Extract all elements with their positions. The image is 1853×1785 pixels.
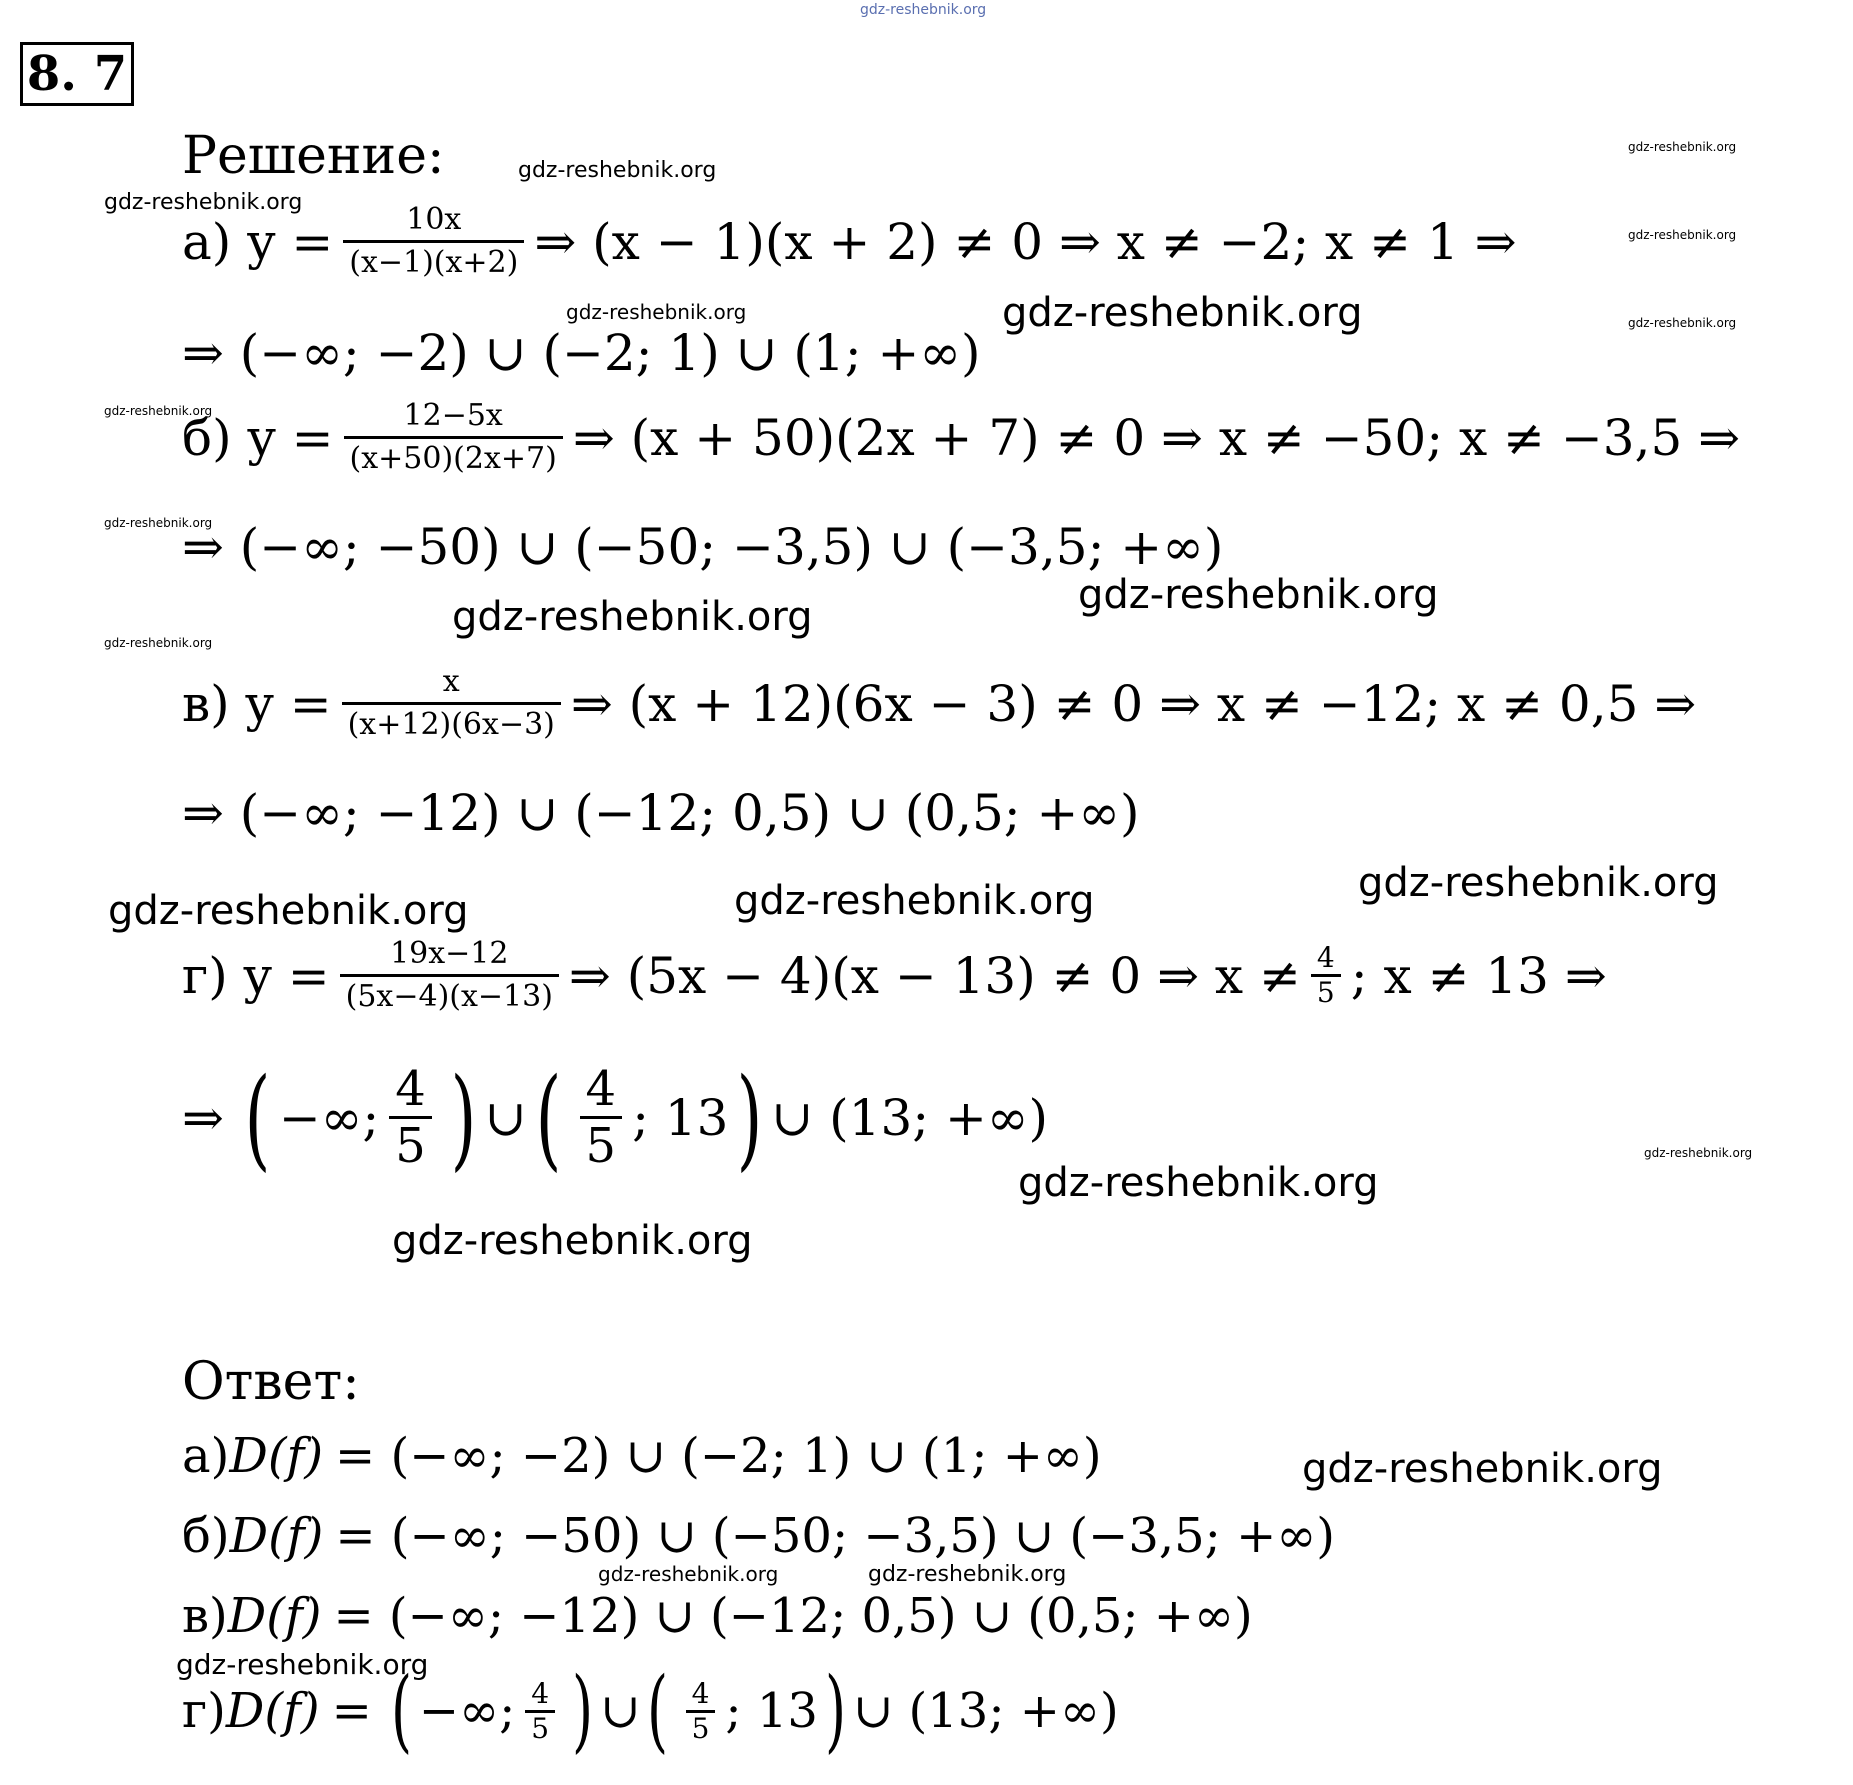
part-v-label: в) y = bbox=[182, 674, 332, 733]
part-b-condition: ⇒ (x + 50)(2x + 7) ≠ 0 ⇒ x ≠ −50; x ≠ −3,5 ⇒ bbox=[572, 408, 1741, 467]
fraction-numerator: 4 bbox=[585, 1061, 617, 1117]
fraction-numerator: x bbox=[442, 664, 460, 699]
part-a-fraction bbox=[343, 200, 524, 283]
watermark: gdz-reshebnik.org bbox=[1002, 290, 1363, 336]
part-b-condition-line bbox=[182, 396, 1740, 479]
part-g-union: ∪ bbox=[484, 1088, 527, 1147]
watermark: gdz-reshebnik.org bbox=[860, 2, 987, 18]
part-a-condition-line bbox=[182, 200, 1517, 283]
domain-notation: D(f) bbox=[229, 1428, 324, 1484]
part-g-domain-fraction-2 bbox=[580, 1062, 623, 1173]
answer-thirteen: ; 13 bbox=[725, 1683, 818, 1739]
watermark: gdz-reshebnik.org bbox=[1628, 316, 1737, 330]
part-g-domain bbox=[182, 1053, 1049, 1182]
watermark: gdz-reshebnik.org bbox=[1078, 572, 1439, 618]
part-g-condition-a: ⇒ (5x − 4)(x − 13) ≠ 0 ⇒ x ≠ bbox=[568, 946, 1301, 1005]
part-g-domain-tail: ∪ (13; +∞) bbox=[771, 1088, 1049, 1147]
answer-tail: ∪ (13; +∞) bbox=[853, 1683, 1119, 1739]
watermark: gdz-reshebnik.org bbox=[566, 300, 747, 324]
solution-heading: Решение: bbox=[182, 126, 445, 186]
watermark: gdz-reshebnik.org bbox=[104, 190, 303, 215]
right-paren: ) bbox=[450, 1053, 477, 1182]
part-g-thirteen: ; 13 bbox=[632, 1088, 729, 1147]
watermark: gdz-reshebnik.org bbox=[1358, 860, 1719, 906]
domain-notation: D(f) bbox=[225, 1683, 320, 1739]
watermark: gdz-reshebnik.org bbox=[1302, 1446, 1663, 1492]
fraction-numerator: 19x−12 bbox=[390, 936, 509, 971]
fraction-denominator: 5 bbox=[686, 1710, 716, 1745]
answer-eq: = bbox=[331, 1683, 372, 1739]
watermark: gdz-reshebnik.org bbox=[108, 888, 469, 934]
fraction-numerator: 4 bbox=[395, 1061, 426, 1117]
part-v-condition-line bbox=[182, 662, 1696, 745]
part-g-domain-fraction-1 bbox=[389, 1062, 432, 1173]
fraction-denominator: 5 bbox=[525, 1710, 555, 1745]
fraction-numerator: 10x bbox=[406, 202, 462, 237]
fraction-denominator: (x−1)(x+2) bbox=[343, 240, 524, 283]
part-a-domain: ⇒ (−∞; −2) ∪ (−2; 1) ∪ (1; +∞) bbox=[182, 324, 981, 382]
answer-b bbox=[182, 1508, 1335, 1564]
fraction-numerator: 4 bbox=[531, 1676, 550, 1710]
answer-label: г) bbox=[182, 1683, 226, 1739]
fraction-denominator: 5 bbox=[1311, 974, 1341, 1009]
part-v-condition: ⇒ (x + 12)(6x − 3) ≠ 0 ⇒ x ≠ −12; x ≠ 0,5 ⇒ bbox=[570, 674, 1697, 733]
watermark: gdz-reshebnik.org bbox=[598, 1562, 779, 1586]
problem-number: 8. 7 bbox=[20, 42, 134, 106]
answer-heading: Ответ: bbox=[182, 1352, 360, 1412]
fraction-denominator: 5 bbox=[580, 1116, 623, 1173]
part-g-condition-b: ; x ≠ 13 ⇒ bbox=[1350, 946, 1607, 1005]
fraction-denominator: 5 bbox=[389, 1116, 432, 1173]
part-g-label: г) y = bbox=[182, 946, 330, 1005]
part-g-domain-start: ⇒ bbox=[182, 1088, 224, 1147]
watermark: gdz-reshebnik.org bbox=[1628, 228, 1737, 242]
part-v-fraction bbox=[342, 662, 561, 745]
fraction-denominator: (5x−4)(x−13) bbox=[340, 974, 559, 1017]
left-paren: ( bbox=[244, 1053, 271, 1182]
part-g-condition-line bbox=[182, 934, 1607, 1017]
answer-label: а) bbox=[182, 1428, 230, 1484]
fraction-denominator: (x+50)(2x+7) bbox=[344, 436, 563, 479]
right-paren: ) bbox=[737, 1053, 763, 1182]
answer-a bbox=[182, 1428, 1102, 1484]
part-a-condition: ⇒ (x − 1)(x + 2) ≠ 0 ⇒ x ≠ −2; x ≠ 1 ⇒ bbox=[534, 212, 1517, 271]
watermark: gdz-reshebnik.org bbox=[1644, 1146, 1753, 1160]
fraction-numerator: 4 bbox=[1316, 941, 1335, 974]
right-paren: ) bbox=[572, 1658, 594, 1763]
answer-neg-inf: −∞; bbox=[418, 1683, 516, 1739]
right-paren: ) bbox=[824, 1658, 847, 1763]
watermark: gdz-reshebnik.org bbox=[868, 1562, 1067, 1587]
watermark: gdz-reshebnik.org bbox=[104, 636, 213, 650]
fraction-numerator: 12−5x bbox=[403, 398, 503, 433]
answer-label: в) bbox=[182, 1588, 228, 1644]
part-g-neg-inf: −∞; bbox=[278, 1088, 380, 1147]
watermark: gdz-reshebnik.org bbox=[734, 878, 1095, 924]
fraction-numerator: 4 bbox=[691, 1676, 710, 1710]
domain-notation: D(f) bbox=[229, 1508, 324, 1564]
watermark: gdz-reshebnik.org bbox=[104, 516, 213, 530]
watermark: gdz-reshebnik.org bbox=[104, 404, 213, 418]
part-b-label: б) y = bbox=[182, 408, 334, 467]
answer-value: = (−∞; −50) ∪ (−50; −3,5) ∪ (−3,5; +∞) bbox=[335, 1508, 1336, 1564]
watermark: gdz-reshebnik.org bbox=[1018, 1160, 1379, 1206]
part-g-fraction bbox=[340, 934, 559, 1017]
part-b-domain: ⇒ (−∞; −50) ∪ (−50; −3,5) ∪ (−3,5; +∞) bbox=[182, 518, 1224, 576]
left-paren: ( bbox=[535, 1053, 561, 1182]
watermark: gdz-reshebnik.org bbox=[392, 1218, 753, 1264]
answer-label: б) bbox=[182, 1508, 230, 1564]
answer-union: ∪ bbox=[600, 1683, 641, 1739]
left-paren: ( bbox=[390, 1658, 412, 1763]
watermark: gdz-reshebnik.org bbox=[518, 158, 717, 183]
domain-notation: D(f) bbox=[227, 1588, 322, 1644]
answer-value: = (−∞; −12) ∪ (−12; 0,5) ∪ (0,5; +∞) bbox=[333, 1588, 1253, 1644]
answer-v bbox=[182, 1588, 1253, 1644]
fraction-denominator: (x+12)(6x−3) bbox=[342, 702, 561, 745]
watermark: gdz-reshebnik.org bbox=[1628, 140, 1737, 154]
watermark: gdz-reshebnik.org bbox=[176, 1648, 429, 1681]
part-g-condition-fraction bbox=[1311, 942, 1341, 1009]
part-b-fraction bbox=[344, 396, 563, 479]
answer-fraction-1 bbox=[525, 1678, 555, 1745]
answer-value: = (−∞; −2) ∪ (−2; 1) ∪ (1; +∞) bbox=[335, 1428, 1102, 1484]
part-v-domain: ⇒ (−∞; −12) ∪ (−12; 0,5) ∪ (0,5; +∞) bbox=[182, 784, 1140, 842]
left-paren: ( bbox=[647, 1658, 669, 1763]
answer-fraction-2 bbox=[686, 1678, 716, 1745]
part-a-label: а) y = bbox=[182, 212, 334, 271]
watermark: gdz-reshebnik.org bbox=[452, 594, 813, 640]
